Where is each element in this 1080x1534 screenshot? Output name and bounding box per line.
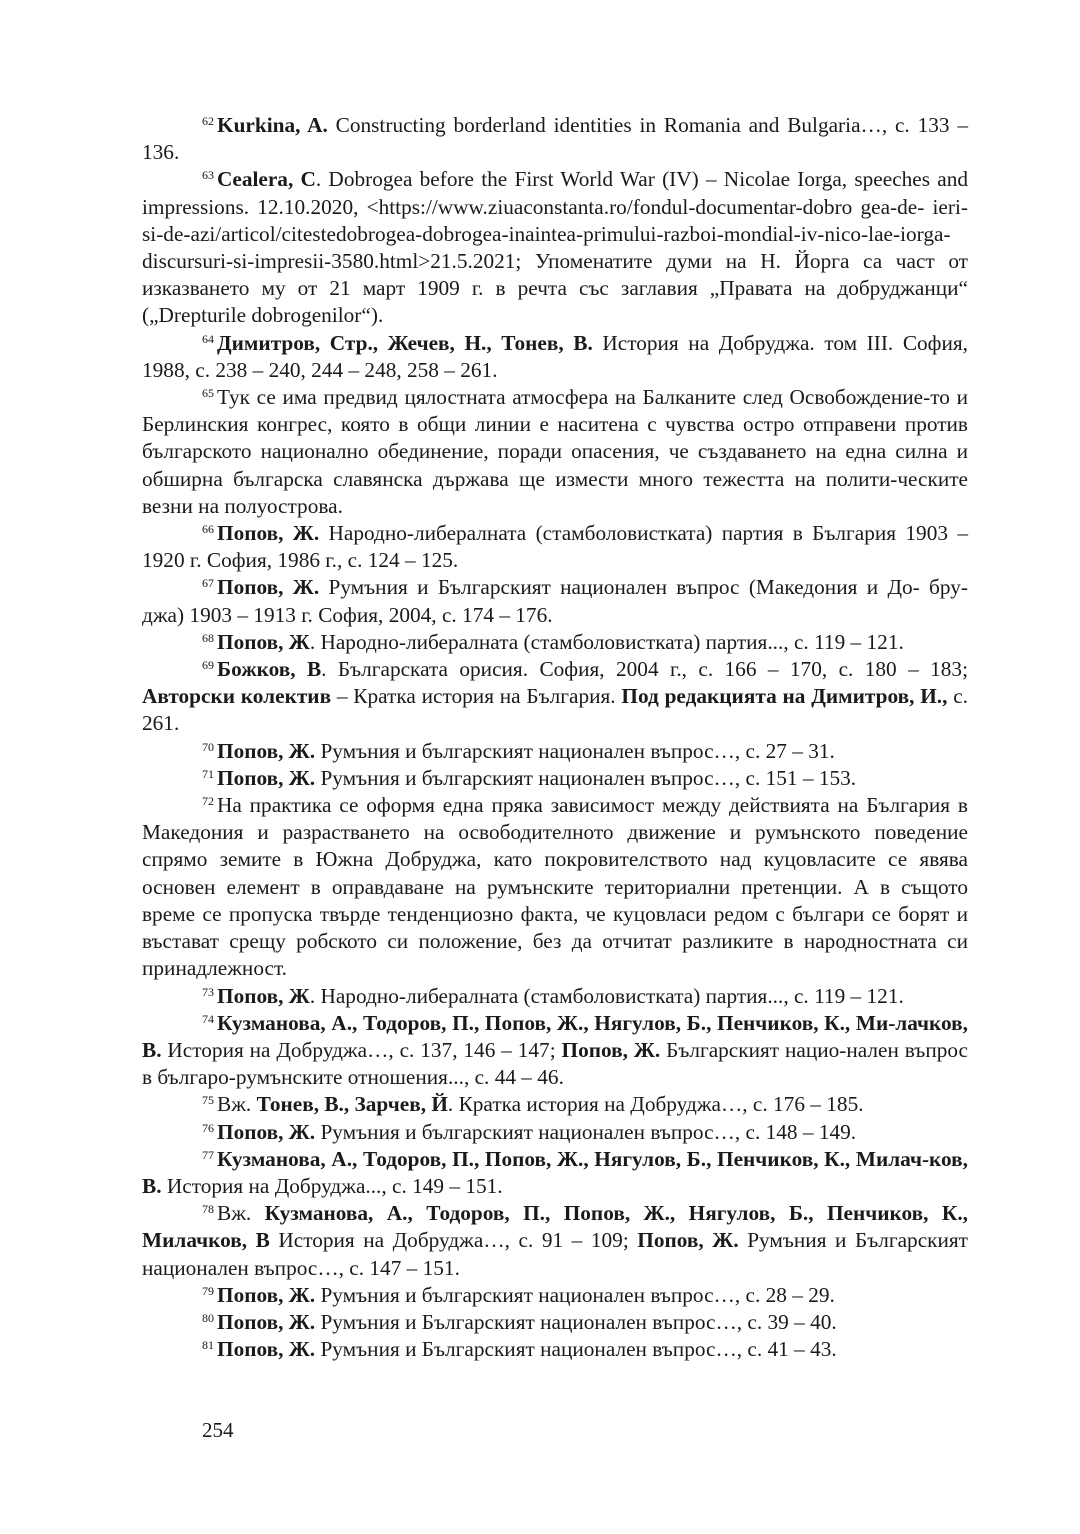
footnote-author: Тонев, В., Зарчев, Й <box>256 1092 448 1117</box>
footnote-79 <box>142 1282 968 1309</box>
footnote-text: Вж. <box>217 1092 257 1117</box>
footnote-63 <box>142 166 968 329</box>
footnote-72 <box>142 792 968 982</box>
footnote-author: Попов, Ж. <box>217 738 316 763</box>
footnote-author: Кузманова, А., Тодоров, П., Попов, Ж., Нягулов, Б., Пенчиков, К., Ми-лачков, В. <box>142 1010 968 1062</box>
footnote-70 <box>142 738 968 765</box>
footnote-77 <box>142 1146 968 1200</box>
footnote-text: Българският нацио-нален въпрос в българо-румънските отношения..., с. 44 – 46. <box>142 1037 968 1090</box>
footnote-author: Авторски колектив <box>142 684 332 709</box>
footnote-author: Kurkina, A. <box>217 113 328 137</box>
footnote-73 <box>142 983 968 1010</box>
footnote-author: Попов, Ж. <box>217 1119 316 1144</box>
footnote-text: Constructing borderland identities in Romania and Bulgaria…, с. 133 – 136. <box>142 113 969 165</box>
footnote-text: Румъния и българският национален въпрос…, с. 27 – 31. <box>315 738 835 763</box>
footnote-number: 73 <box>202 984 214 999</box>
footnote-65 <box>142 384 968 520</box>
footnote-74 <box>142 1010 968 1092</box>
footnote-62 <box>142 112 968 166</box>
footnote-number: 65 <box>202 386 214 401</box>
footnote-author: Попов, Ж. <box>561 1037 661 1062</box>
footnote-text: с. 261. <box>142 684 969 736</box>
footnote-author: Попов, Ж <box>217 983 310 1008</box>
footnote-81 <box>142 1336 968 1363</box>
footnote-75 <box>142 1091 968 1118</box>
footnote-author: Попов, Ж. <box>217 1282 316 1307</box>
footnote-text: . Народно-либералната (стамболовистката) партия..., с. 119 – 121. <box>309 629 904 654</box>
footnote-author: Попов, Ж. <box>217 765 316 790</box>
footnote-number: 63 <box>202 168 214 183</box>
footnote-number: 79 <box>202 1283 214 1298</box>
footnote-text: – Кратка история на България. <box>331 684 622 709</box>
footnote-number: 72 <box>202 794 214 809</box>
footnote-number: 66 <box>202 522 214 537</box>
footnote-text: Румъния и Българският национален въпрос…, с. 41 – 43. <box>315 1337 837 1362</box>
footnote-author: Попов, Ж. <box>217 575 320 600</box>
footnote-number: 80 <box>202 1310 214 1325</box>
footnote-number: 78 <box>202 1202 214 1217</box>
footnote-text: История на Добруджа..., с. 149 – 151. <box>161 1173 503 1198</box>
footnote-author: Попов, Ж. <box>217 1309 316 1334</box>
footnote-text: Румъния и българският национален въпрос…, с. 28 – 29. <box>315 1282 835 1307</box>
footnote-author: Кузманова, А., Тодоров, П., Попов, Ж., Нягулов, Б., Пенчиков, К., Милачков, В <box>142 1201 968 1253</box>
footnote-text: Вж. <box>217 1201 265 1226</box>
footnote-author: Cealera, C <box>217 167 316 192</box>
footnote-66 <box>142 520 968 574</box>
footnote-67 <box>142 574 968 628</box>
footnote-author: Кузманова, А., Тодоров, П., Попов, Ж., Нягулов, Б., Пенчиков, К., Милач-ков, В. <box>142 1146 968 1198</box>
footnote-78 <box>142 1200 968 1282</box>
footnote-64 <box>142 330 968 384</box>
footnotes-list <box>142 112 968 1363</box>
footnote-text: На практика се оформя една пряка зависимост между действията на България в Македония и разрастването на освободителното движение и румънското поведение спрямо земите в Южна Добруджа, като покровителството над куцовласите се явява основен елемент в оправдаване на румънските териториални претенции. А в същото време се пропуска твърде тенденциозно факта, че куцовласи редом с българи се борят и въстават срещу робското си положение, без да отчитат разликите в народностната си принадлежност. <box>142 793 968 981</box>
footnote-number: 76 <box>202 1120 214 1135</box>
footnote-69 <box>142 656 968 738</box>
footnote-number: 64 <box>202 331 214 346</box>
footnote-author: Попов, Ж. <box>217 521 320 546</box>
footnote-text: Румъния и българският национален въпрос…, с. 148 – 149. <box>315 1119 857 1144</box>
footnote-68 <box>142 629 968 656</box>
footnote-number: 69 <box>202 658 214 673</box>
footnote-author: Попов, Ж. <box>637 1228 739 1253</box>
footnote-number: 74 <box>202 1011 214 1026</box>
footnote-number: 68 <box>202 630 214 645</box>
footnote-text: Румъния и Българският национален въпрос…, с. 39 – 40. <box>315 1309 837 1334</box>
footnote-author: Попов, Ж <box>217 629 310 654</box>
page-number: 254 <box>202 1418 234 1442</box>
footnote-author: Димитров, Стр., Жечев, Н., Тонев, В. <box>217 330 593 355</box>
footnote-text: Румъния и българският национален въпрос…, с. 151 – 153. <box>315 765 857 790</box>
footnote-author: Под редакцията на Димитров, И., <box>621 684 948 709</box>
footnote-number: 71 <box>202 766 214 781</box>
footnote-text: Румъния и Българският национален въпрос…, с. 147 – 151. <box>142 1228 968 1280</box>
footnote-71 <box>142 765 968 792</box>
footnote-text: . Dobrogea before the First World War (IV) – Nicolae Iorga, speeches and impressions. 12.10.2020, <https://www.ziuaconstanta.ro/fondul-documentar-dobro gea-de- ieri- si-de-azi/articol/citestedobrogea-dobrogea-inaintea-primului-razboi-mondial-iv-nico-lae-iorga-discursuri-si-impresii-3580.html>21.5.2021; Упоменатите думи на Н. Йорга са част от изказването му от 21 март 1909 г. в речта със заглавия „Правата на добруджанци“ („Drepturile dobrogenilor“). <box>142 167 968 328</box>
footnote-text: История на Добруджа…, с. 91 – 109; <box>269 1228 638 1253</box>
footnote-number: 77 <box>202 1147 214 1162</box>
footnote-text: . Кратка история на Добруджа…, с. 176 – 185. <box>447 1092 864 1117</box>
footnote-80 <box>142 1309 968 1336</box>
footnote-number: 62 <box>202 114 214 128</box>
footnote-number: 67 <box>202 576 214 591</box>
footnote-text: Тук се има предвид цялостната атмосфера на Балканите след Освобождение-то и Берлинския конгрес, която в общи линии е наситена с чувства остро отправени против българското национално обединение, поради опасения, че създаването на една силна и обширна българска славянска държава ще измести много тежестта на полити-ческите везни на полуострова. <box>142 385 968 518</box>
footnote-text: . Българската орисия. София, 2004 г., с. 166 – 170, с. 180 – 183; <box>321 657 968 682</box>
footnote-author: Попов, Ж. <box>217 1337 316 1362</box>
footnote-text: Румъния и Българският национален въпрос (Македония и До- бру-джа) 1903 – 1913 г. София, 2004, с. 174 – 176. <box>142 575 968 627</box>
footnote-author: Божков, В <box>217 657 322 682</box>
footnote-number: 70 <box>202 739 214 754</box>
footnote-text: . Народно-либералната (стамболовистката) партия..., с. 119 – 121. <box>309 983 904 1008</box>
footnote-number: 81 <box>202 1338 214 1353</box>
footnote-text: Народно-либералната (стамболовистката) партия в България 1903 – 1920 г. София, 1986 г., с. 124 – 125. <box>142 521 968 573</box>
footnote-number: 75 <box>202 1093 214 1108</box>
footnote-text: История на Добруджа. том ІІІ. София, 1988, с. 238 – 240, 244 – 248, 258 – 261. <box>142 330 968 382</box>
footnote-76 <box>142 1119 968 1146</box>
footnote-text: История на Добруджа…, с. 137, 146 – 147; <box>161 1037 562 1062</box>
